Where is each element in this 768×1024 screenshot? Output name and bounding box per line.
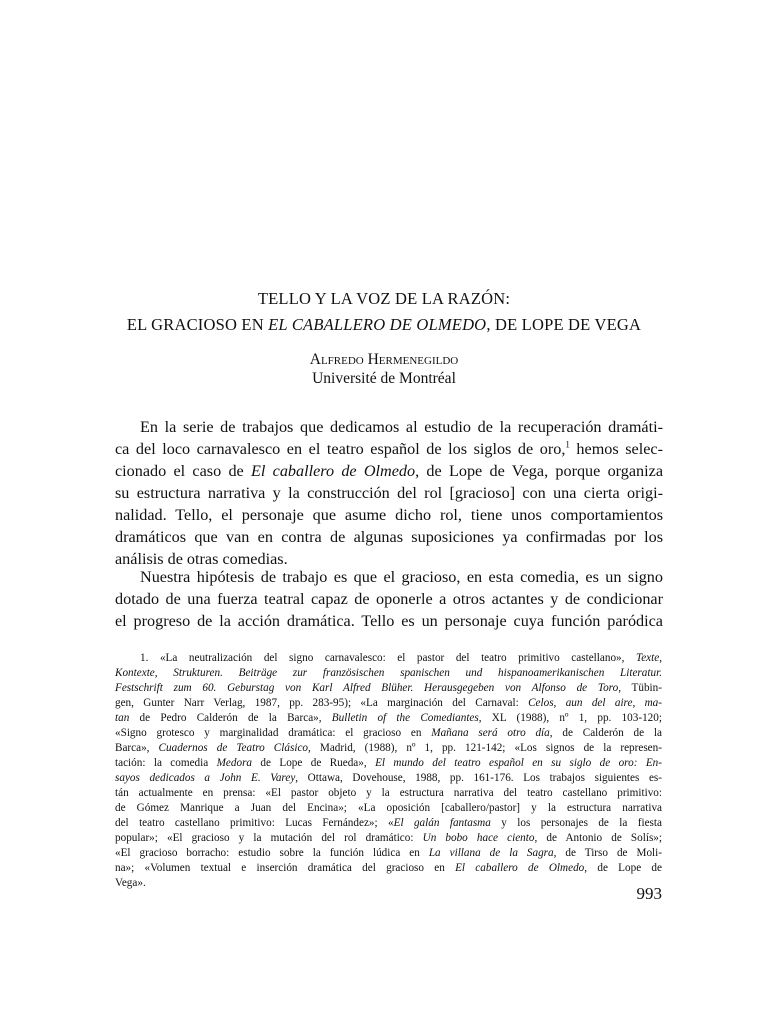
footnote-line: gen, Gunter Narr Verlag, 1987, pp. 283-95); «La marginación del Carnaval: Celos, aun del aire, ma- bbox=[115, 697, 662, 709]
title-suffix: , DE LOPE DE VEGA bbox=[486, 315, 642, 334]
footnote-line: Vega». bbox=[115, 877, 146, 889]
body-line: dramáticos que van en contra de algunas suposiciones ya confirmadas por los bbox=[115, 528, 663, 546]
footnote-line: Festschrift zum 60. Geburstag von Karl Alfred Blüher. Herausgegeben von Alfonso de Toro, Tübin- bbox=[115, 682, 662, 694]
title-work-name: EL CABALLERO DE OLMEDO bbox=[268, 315, 487, 334]
footnote-line: «El gracioso borracho: estudio sobre la función lúdica en La villana de la Sagra, de Tirso de Moli- bbox=[115, 847, 662, 859]
body-line: cionado el caso de El caballero de Olmedo, de Lope de Vega, porque organiza bbox=[115, 462, 664, 480]
body-line: análisis de otras comedias. bbox=[115, 550, 288, 568]
body-line: el progreso de la acción dramática. Tello es un personaje cuya función paródica bbox=[115, 612, 663, 630]
footnote-line: tán actualmente en prensa: «El pastor objeto y la estructura narrativa del teatro castellano primitivo: bbox=[115, 787, 662, 799]
body-line: su estructura narrativa y la construcción del rol [gracioso] con una cierta origi- bbox=[115, 484, 663, 502]
footnote-line: Kontexte, Strukturen. Beiträge zur französischen spanischen und hispanoamerikanischen Literatur. bbox=[115, 667, 662, 679]
body-line: dotado de una fuerza teatral capaz de oponerle a otros actantes y de condicionar bbox=[115, 590, 663, 608]
footnote-line: «Signo grotesco y marginalidad dramática: el gracioso en Mañana será otro día, de Calderón de la bbox=[115, 727, 663, 739]
author-name: Alfredo Hermenegildo bbox=[309, 351, 459, 368]
article-title-line-1: TELLO Y LA VOZ DE LA RAZÓN: bbox=[257, 289, 511, 308]
footnote-line: tación: la comedia Medora de Lope de Rueda», El mundo del teatro español en su siglo de oro: En- bbox=[115, 757, 662, 769]
title-prefix: EL GRACIOSO EN bbox=[126, 315, 269, 334]
body-line: nalidad. Tello, el personaje que asume dicho rol, tiene unos comportamientos bbox=[115, 506, 663, 524]
footnote-line: sayos dedicados a John E. Varey, Ottawa, Dovehouse, 1988, pp. 161-176. Los trabajos siguientes es- bbox=[115, 772, 662, 784]
page-number: 993 bbox=[636, 884, 662, 903]
footnote-line: del teatro castellano primitivo: Lucas Fernández»; «El galán fantasma y los personajes de la fiesta bbox=[115, 817, 662, 829]
footnote-ref: 1 bbox=[565, 439, 570, 450]
footnote-line: Barca», Cuadernos de Teatro Clásico, Madrid, (1988), nº 1, pp. 121-142; «Los signos de la represen- bbox=[115, 742, 662, 754]
footnote-line: tan de Pedro Calderón de la Barca», Bulletin of the Comediantes, XL (1988), nº 1, pp. 103-120; bbox=[115, 712, 662, 724]
author-affiliation: Université de Montréal bbox=[312, 370, 456, 387]
body-line: ca del loco carnavalesco en el teatro español de los siglos de oro,$^1$ hemos selec- bbox=[115, 439, 663, 458]
body-line: En la serie de trabajos que dedicamos al estudio de la recuperación dramáti- bbox=[140, 418, 663, 436]
footnote-line: 1. «La neutralización del signo carnavalesco: el pastor del teatro primitivo castellano», Texte, bbox=[140, 652, 662, 664]
body-line: Nuestra hipótesis de trabajo es que el gracioso, en esta comedia, es un signo bbox=[140, 568, 663, 586]
footnote-line: popular»; «El gracioso y la mutación del rol dramático: Un bobo hace ciento, de Antonio de Solís»; bbox=[115, 832, 662, 844]
footnote-line: na»; «Volumen textual e inserción dramática del gracioso en El caballero de Olmedo, de Lope de bbox=[115, 862, 662, 874]
article-title-line-2 bbox=[60, 315, 708, 335]
footnote-line: de Gómez Manrique a Juan del Encina»; «La oposición [caballero/pastor] y la estructura narrativa bbox=[115, 802, 662, 814]
